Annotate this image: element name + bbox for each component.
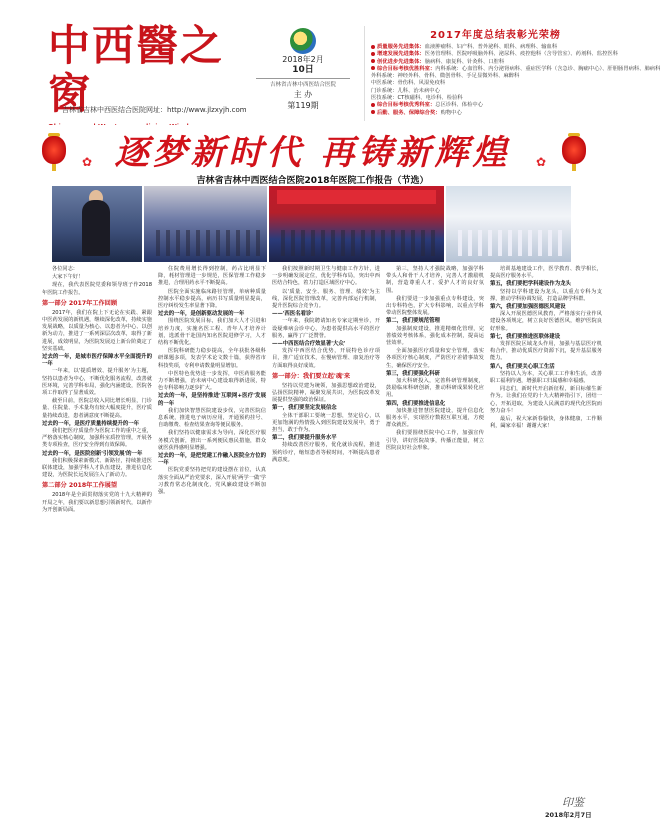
subsection-heading: 第一，我们要坚定发展信念 xyxy=(272,405,337,412)
report-headline: 吉林省吉林中西医结合医院2018年医院工作报告（节选） xyxy=(196,176,429,186)
honor-line xyxy=(371,110,620,117)
staff-group-photo xyxy=(446,186,571,262)
flower-icon: ✿ xyxy=(82,155,93,169)
honor-text: 内科系统：心血管科、内分泌肾病科、重症医学科（含急诊、胸痛中心）、肝胆肠胃病科、肺病科 xyxy=(435,65,660,72)
paragraph: 住院费用增长得到控制，药占比明显下降，耗材管理进一步规范，医保管理工作稳步推进，合理用药水平不断提高。 xyxy=(158,266,266,287)
paragraph: 同志们，新时代开启新征程，新目标催生新作为。让我们在党的十九大精神指引下，团结一心，开拓进取，为建设人民满意的现代化医院而努力奋斗！ xyxy=(490,386,602,414)
paragraph: 一年来，以'提质增效、提升服务'为主题，坚持以患者为中心，不断优化服务流程，改善就医环境，完善学科布局，强化内涵建设，医院各项工作取得了显著成效。 xyxy=(42,368,152,397)
honor-text: 门诊系统：儿科、治未病中心 xyxy=(371,87,440,94)
bullet-icon xyxy=(371,45,375,49)
paragraph: 我们加快智慧医院建设步伐，完善医院信息系统，推进电子病历应用，开通预约挂号、自助缴费、检查结果查询等便民服务。 xyxy=(158,407,266,429)
subsection-heading: 第六，我们要加强医德医风建设 xyxy=(490,304,566,311)
paragraph: 加快推进智慧医院建设，提升信息化服务水平，实现医疗数据互联互通，方便群众就医。 xyxy=(386,407,484,429)
honor-label: 增速发展先进集体： xyxy=(377,51,425,58)
subsection-heading: 过去的一年，是城市医疗保障水平全面提升的一年 xyxy=(42,354,152,368)
masthead xyxy=(0,0,660,125)
issue-role: 主 办 xyxy=(293,90,313,99)
paragraph: 医院全面实施临床路径管理，单病种质量控制水平稳步提高，病历书写质量明显提高，医疗纠纷发生率显著下降。 xyxy=(158,288,266,310)
paragraph: 中医特色优势进一步发挥，中医药服务能力不断增强，治未病中心建设取得新进展，特色专科影响力逐步扩大。 xyxy=(158,370,266,392)
subsection-heading: 第三，我们要强化科研 xyxy=(386,370,440,377)
bullet-icon xyxy=(371,66,375,70)
honor-label: 后勤、服务、保障综合奖： xyxy=(377,109,441,116)
honor-text: 血液肿瘤科、妇产科、普外泌科、眼科、病理科、输血科 xyxy=(424,44,558,50)
paragraph: 我们积极探索新模式、新路径，持续推进医联体建设，加强学科人才队伍建设，推进信息化建设，为医院长远发展注入了新动力。 xyxy=(42,457,152,479)
issue-day: 10日 xyxy=(292,65,314,75)
paragraph: 发挥医院区域龙头作用，加强与基层医疗机构合作，推动优质医疗资源下沉，提升基层服务能力。 xyxy=(490,341,602,362)
honor-text: 中医系统：骨伤科、风湿免疫科 xyxy=(371,80,446,87)
honor-text: 脑病科、康复科、针灸科、口腔科 xyxy=(424,58,505,65)
subsection-heading: 第二，我们要提升服务水平 xyxy=(272,435,337,442)
paragraph: 现在，我代表医院党委和领导班子作2018年医院工作报告。 xyxy=(42,282,152,296)
honor-text: 医技系统：CT核磁科、电诊科、检验科 xyxy=(371,95,463,102)
paragraph: 全体干部职工要统一思想，坚定信心，以更加饱满的热情投入到医院建设发展中，勇于担当，敢于作为。 xyxy=(272,412,380,434)
honor-label: 综合目标考核优胜科室： xyxy=(377,65,436,72)
website-line: 吉林省吉林中西医结合医院网址：http://www.jlzxyjh.com xyxy=(62,106,247,114)
issue-sponsor: 吉林省吉林中西医结合医院 xyxy=(269,82,336,88)
hospital-emblem-icon xyxy=(290,28,316,54)
paragraph: 我们按照新时期卫生与健康工作方针，进一步明确发展定位，优化学科布局，突出中西医结合特色，着力打造区域医疗中心。 xyxy=(272,266,380,287)
honor-text: 外科系统：神经外科、骨科、微创骨科、手足显微外科、麻醉科 xyxy=(371,73,520,80)
honor-roll-title: 2017年度总结表彰光荣榜 xyxy=(430,30,561,41)
paragraph: 我们要围绕医院中心工作，加强宣传引导，讲好医院故事，传播正能量，树立医院良好社会形象。 xyxy=(386,430,484,451)
paragraph: 各位同志： xyxy=(52,266,78,272)
honor-text: 总区诊科、体检中心 xyxy=(435,102,483,109)
paragraph: 坚持以人为本，关心职工工作和生活，改善职工福利待遇，增强职工归属感和幸福感。 xyxy=(490,370,602,385)
flower-icon: ✿ xyxy=(536,155,547,169)
article-column-4 xyxy=(386,266,484,806)
right-lantern-icon xyxy=(560,130,588,170)
subsection-heading: 第四，我们要推进信息化 xyxy=(386,400,446,407)
paragraph: 全面加强医疗质量和安全管理，落实各项医疗核心制度，严防医疗差错事故发生，确保医疗安全。 xyxy=(386,348,484,369)
paragraph: 2018年是全面贯彻落实党的十九大精神的开局之年，我们要以新思想引领新时代，以新作为开创新局面。 xyxy=(42,492,152,513)
honor-text: 购物中心 xyxy=(440,109,462,116)
slogan-banner xyxy=(0,125,625,177)
issue-number: 第119期 xyxy=(287,101,319,110)
section-heading: 第一部分：我们要立起'魂'来 xyxy=(272,372,351,380)
subsection-heading: ——'西医名看诊' xyxy=(272,311,314,318)
meeting-hall-photo xyxy=(144,186,267,262)
subsection-heading: 过去的一年，是创新驱动发展的一年 xyxy=(158,311,245,318)
paragraph: 大家下午好！ xyxy=(52,274,84,281)
honor-text: 医务管理科、医院呼吸脑外科、泌尿科、疫控他科（含导管室）、药剂科、监控医科 xyxy=(424,51,619,58)
paragraph: 第三，坚持人才强院战略，加强学科带头人和骨干人才培养，完善人才激励机制，营造尊重人才、爱护人才的良好氛围。 xyxy=(386,266,484,294)
paragraph: 加大科研投入，完善科研管理制度，鼓励临床科研创新，推动科研成果转化应用。 xyxy=(386,378,484,399)
paragraph: 一年来，我院聘请知名专家定期坐诊，开设疑难病会诊中心，为患者提供高水平的医疗服务，赢得了广泛赞誉。 xyxy=(272,318,380,339)
paragraph: 我们把医疗质量作为医院工作的重中之重，严格落实核心制度，加强科室质控管理，开展各类专项检查，医疗安全得到有效保障。 xyxy=(42,428,152,449)
paragraph: 截至目前，医院总收入同比增长明显，门诊量、住院量、手术量均有较大幅度提升，医疗质量持续改进，患者满意度不断提高。 xyxy=(42,398,152,419)
article-column-2 xyxy=(158,266,266,806)
article-column-5 xyxy=(490,266,602,806)
article-column-1 xyxy=(42,266,152,806)
paragraph: 加强制度建设，推进精细化管理，完善绩效考核体系，强化成本控制，提高运营效率。 xyxy=(386,325,484,347)
section-heading: 第一部分 2017年工作回顾 xyxy=(42,299,118,307)
paragraph: 最后，祝大家新春愉快，身体健康，工作顺利，阖家幸福！谢谢大家！ xyxy=(490,416,602,430)
award-ceremony-photo xyxy=(269,186,444,262)
subsection-heading: 过去的一年，是坚持推进'互联网+医疗'发展的一年 xyxy=(158,393,266,407)
honor-line xyxy=(371,88,620,95)
paragraph: 2017年，我们在院上下无论在实践、紧跟中医药发展的新机遇，继续深化改革，持续实施发展战略，以质量为核心、以患者为中心、以创新为动力，推进了一系列深层次改革，取得了新进展，成效明显，为医院发展迈上新台阶奠定了坚实基础。 xyxy=(42,309,152,352)
subsection-heading: 第二，我们要规范管理 xyxy=(386,318,440,325)
title-cn: 中西醫之窗 xyxy=(48,21,225,118)
subsection-heading: ——中西医结合疗效显著'大众' xyxy=(272,341,346,348)
photo-strip xyxy=(0,186,625,262)
article-column-3 xyxy=(272,266,380,806)
paragraph: 医院科研能力稳步提高，全年获批各级科研课题多项，发表学术论文数十篇，获得省市科技奖项，专利申请数量明显增加。 xyxy=(158,348,266,369)
honor-roll-panel xyxy=(364,26,660,121)
honor-line xyxy=(371,59,620,66)
paragraph: 我们坚持以健康需求为导向，深化医疗服务模式创新，推出一系列便民惠民措施，群众就医获得感明显增强。 xyxy=(158,430,266,451)
bullet-icon xyxy=(371,110,375,114)
paragraph: 坚持以学科建设为龙头，以重点专科为支撑，推动学科协调发展，打造品牌学科群。 xyxy=(490,288,602,302)
bullet-icon xyxy=(371,52,375,56)
honor-label: 质量服务先进集体： xyxy=(377,44,425,50)
subsection-heading: 第八，我们要关心职工生活 xyxy=(490,363,555,370)
issue-date: 2018年2月 xyxy=(282,55,324,64)
paragraph: 发挥中西医结合优势，开展特色诊疗项目，推广适宜技术，在慢病管理、康复治疗等方面取得良好成效。 xyxy=(272,348,380,369)
subsection-heading: 过去的一年，是医院创新'引领发展'的一年 xyxy=(42,450,143,457)
bullet-icon xyxy=(371,59,375,63)
publish-date: 2018年2月7日 xyxy=(545,811,592,819)
left-lantern-icon xyxy=(40,130,68,170)
section-heading: 第二部分 2018年工作展望 xyxy=(42,482,118,490)
honor-label: 创优进步先进集体： xyxy=(377,58,425,65)
banner-slogan: 逐梦新时代 再铸新辉煌 xyxy=(114,133,511,173)
divider xyxy=(256,78,350,79)
paragraph: 以'质量、安全、服务、管理、绩效'为主线，深化医院管理改革，完善内部运行机制，提升医院综合竞争力。 xyxy=(272,288,380,310)
subsection-heading: 第七，我们要推进医联体建设 xyxy=(490,333,561,340)
paragraph: 我们要进一步加强重点专科建设，突出专科特色，扩大专科影响，以重点学科带动医院整体发展。 xyxy=(386,295,484,317)
honor-line xyxy=(371,80,620,87)
paragraph: 坚持以党建为统领，加强思想政治建设，弘扬医院精神，凝聚发展共识，为医院改革发展提供坚强的政治保证。 xyxy=(272,382,380,404)
signature-stamp: 印鉴 xyxy=(562,796,584,809)
paragraph: 医院党委坚持把党的建设摆在首位，认真落实全面从严治党要求，深入开展'两学一做'学习教育常态化制度化，党风廉政建设不断加强。 xyxy=(158,467,266,496)
paragraph: 深入开展医德医风教育，严格落实行业作风建设各项规定，树立良好医德医风，维护医院良好形象。 xyxy=(490,311,602,332)
subsection-heading: 过去的一年，是医疗质量持续提升的一年 xyxy=(42,420,140,427)
paragraph: 持续改善医疗服务，优化就诊流程，推进预约诊疗，缩短患者等候时间，不断提高患者满意度。 xyxy=(272,442,380,463)
paragraph: 围绕医院发展目标，我们加大人才引进和培养力度，实施名医工程、青年人才培养计划，选派骨干赴国内知名医院进修学习，人才结构不断优化。 xyxy=(158,318,266,347)
honor-roll-list xyxy=(371,44,660,117)
paragraph: 培训基地建设工作，医学教育、教学相长，提高医疗服务水平。 xyxy=(490,266,602,280)
honor-line xyxy=(371,102,620,109)
honor-line xyxy=(371,51,620,58)
honor-label: 综合目标考核优秀科室： xyxy=(377,102,436,109)
subsection-heading: 第五，我们要把学科建设作为龙头 xyxy=(490,281,571,288)
subsection-heading: 过去的一年，是把党建工作融入医院全方位的一年 xyxy=(158,453,266,467)
issue-info xyxy=(248,28,358,120)
bullet-icon xyxy=(371,103,375,107)
speaker-photo xyxy=(52,186,142,262)
